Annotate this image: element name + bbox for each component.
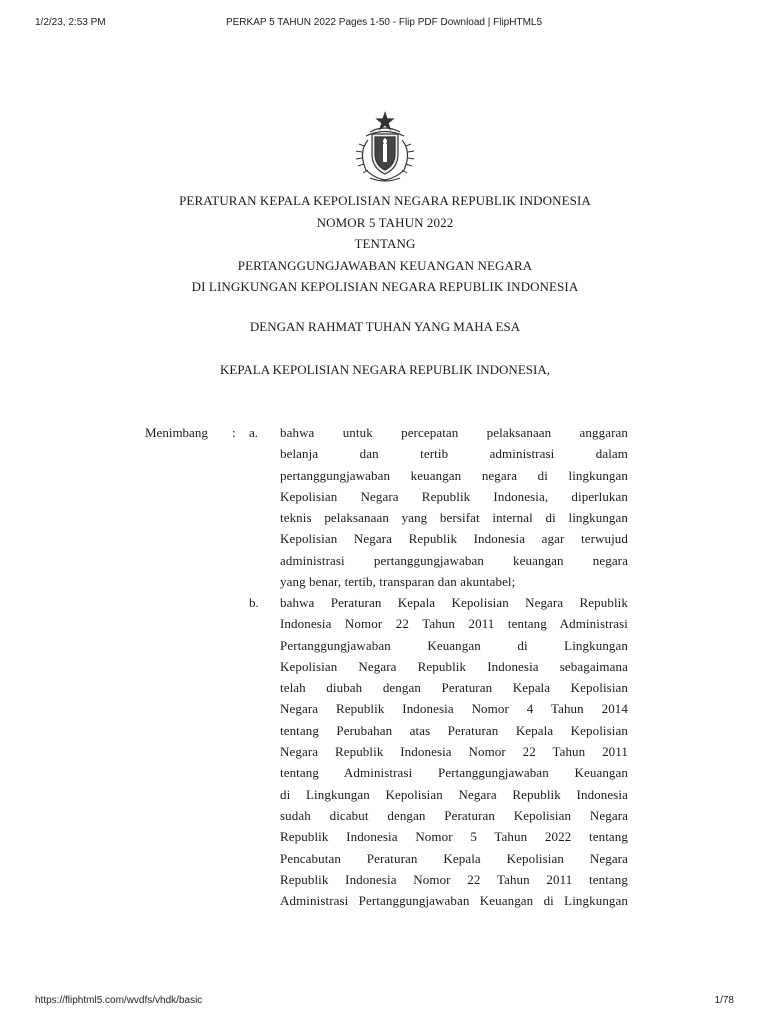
title-line: TENTANG bbox=[354, 236, 416, 251]
text-line: Republik Indonesia Nomor 22 Tahun 2011 tentang bbox=[280, 871, 628, 887]
regulation-title bbox=[0, 190, 768, 298]
considering-colon: : bbox=[232, 425, 236, 440]
title-line: PERTANGGUNGJAWABAN KEUANGAN NEGARA bbox=[237, 257, 533, 273]
text-line: administrasi pertanggungjawaban keuangan negara bbox=[280, 552, 628, 568]
text-line: Pertanggungjawaban Keuangan di Lingkungan bbox=[280, 637, 628, 653]
text-line: Kepolisian Negara Republik Indonesia, diperlukan bbox=[280, 488, 628, 504]
text-line: di Lingkungan Kepolisian Negara Republik Indonesia bbox=[280, 786, 628, 802]
considering-item-a bbox=[280, 422, 628, 592]
text-line: sudah dicabut dengan Peraturan Kepolisian Negara bbox=[280, 807, 628, 823]
text-line: Kepolisian Negara Republik Indonesia sebagaimana bbox=[280, 658, 628, 674]
text-line: bahwa Peraturan Kepala Kepolisian Negara Republik bbox=[280, 595, 628, 610]
print-url-link[interactable]: https://fliphtml5.com/wvdfs/vhdk/basic bbox=[35, 995, 203, 1006]
blessing-line: DENGAN RAHMAT TUHAN YANG MAHA ESA bbox=[249, 319, 521, 334]
text-line: Administrasi Pertanggungjawaban Keuangan di Lingkungan bbox=[280, 893, 628, 909]
item-letter-a: a. bbox=[249, 425, 259, 440]
title-line: DI LINGKUNGAN KEPOLISIAN NEGARA REPUBLIK INDONESIA bbox=[191, 279, 579, 294]
police-emblem-icon bbox=[340, 110, 430, 186]
text-line: tentang Administrasi Pertanggungjawaban Keuangan bbox=[280, 765, 628, 781]
text-line: Republik Indonesia Nomor 5 Tahun 2022 tentang bbox=[280, 829, 628, 845]
print-page-title: PERKAP 5 TAHUN 2022 Pages 1-50 - Flip PDF Download | FlipHTML5 bbox=[225, 17, 543, 28]
print-page-counter: 1/78 bbox=[714, 995, 734, 1006]
text-line: Negara Republik Indonesia Nomor 4 Tahun 2014 bbox=[280, 701, 628, 717]
text-line: Kepolisian Negara Republik Indonesia agar terwujud bbox=[280, 531, 628, 547]
text-line: telah diubah dengan Peraturan Kepala Kepolisian bbox=[280, 680, 628, 696]
text-line: yang benar, tertib, transparan dan akuntabel; bbox=[280, 574, 516, 590]
text-line: belanja dan tertib administrasi dalam bbox=[280, 446, 628, 462]
item-letter-b: b. bbox=[249, 595, 259, 610]
text-line: teknis pelaksanaan yang bersifat internal di lingkungan bbox=[280, 510, 628, 526]
text-line: pertanggungjawaban keuangan negara di lingkungan bbox=[280, 467, 628, 483]
text-line: Indonesia Nomor 22 Tahun 2011 tentang Administrasi bbox=[280, 616, 628, 632]
print-header bbox=[0, 17, 768, 31]
title-line: NOMOR 5 TAHUN 2022 bbox=[316, 214, 454, 230]
text-line: Negara Republik Indonesia Nomor 22 Tahun 2011 bbox=[280, 744, 628, 760]
considering-label: Menimbang bbox=[145, 425, 208, 440]
considering-item-b bbox=[280, 592, 628, 911]
text-line: bahwa untuk percepatan pelaksanaan anggaran bbox=[280, 425, 628, 440]
issuer-line: KEPALA KEPOLISIAN NEGARA REPUBLIK INDONESIA, bbox=[220, 362, 550, 377]
print-datetime: 1/2/23, 2:53 PM bbox=[35, 17, 106, 28]
text-line: Pencabutan Peraturan Kepala Kepolisian Negara bbox=[280, 850, 628, 866]
title-line: PERATURAN KEPALA KEPOLISIAN NEGARA REPUBLIK INDONESIA bbox=[179, 193, 591, 208]
print-footer bbox=[0, 995, 768, 1009]
text-line: tentang Perubahan atas Peraturan Kepala Kepolisian bbox=[280, 722, 628, 738]
